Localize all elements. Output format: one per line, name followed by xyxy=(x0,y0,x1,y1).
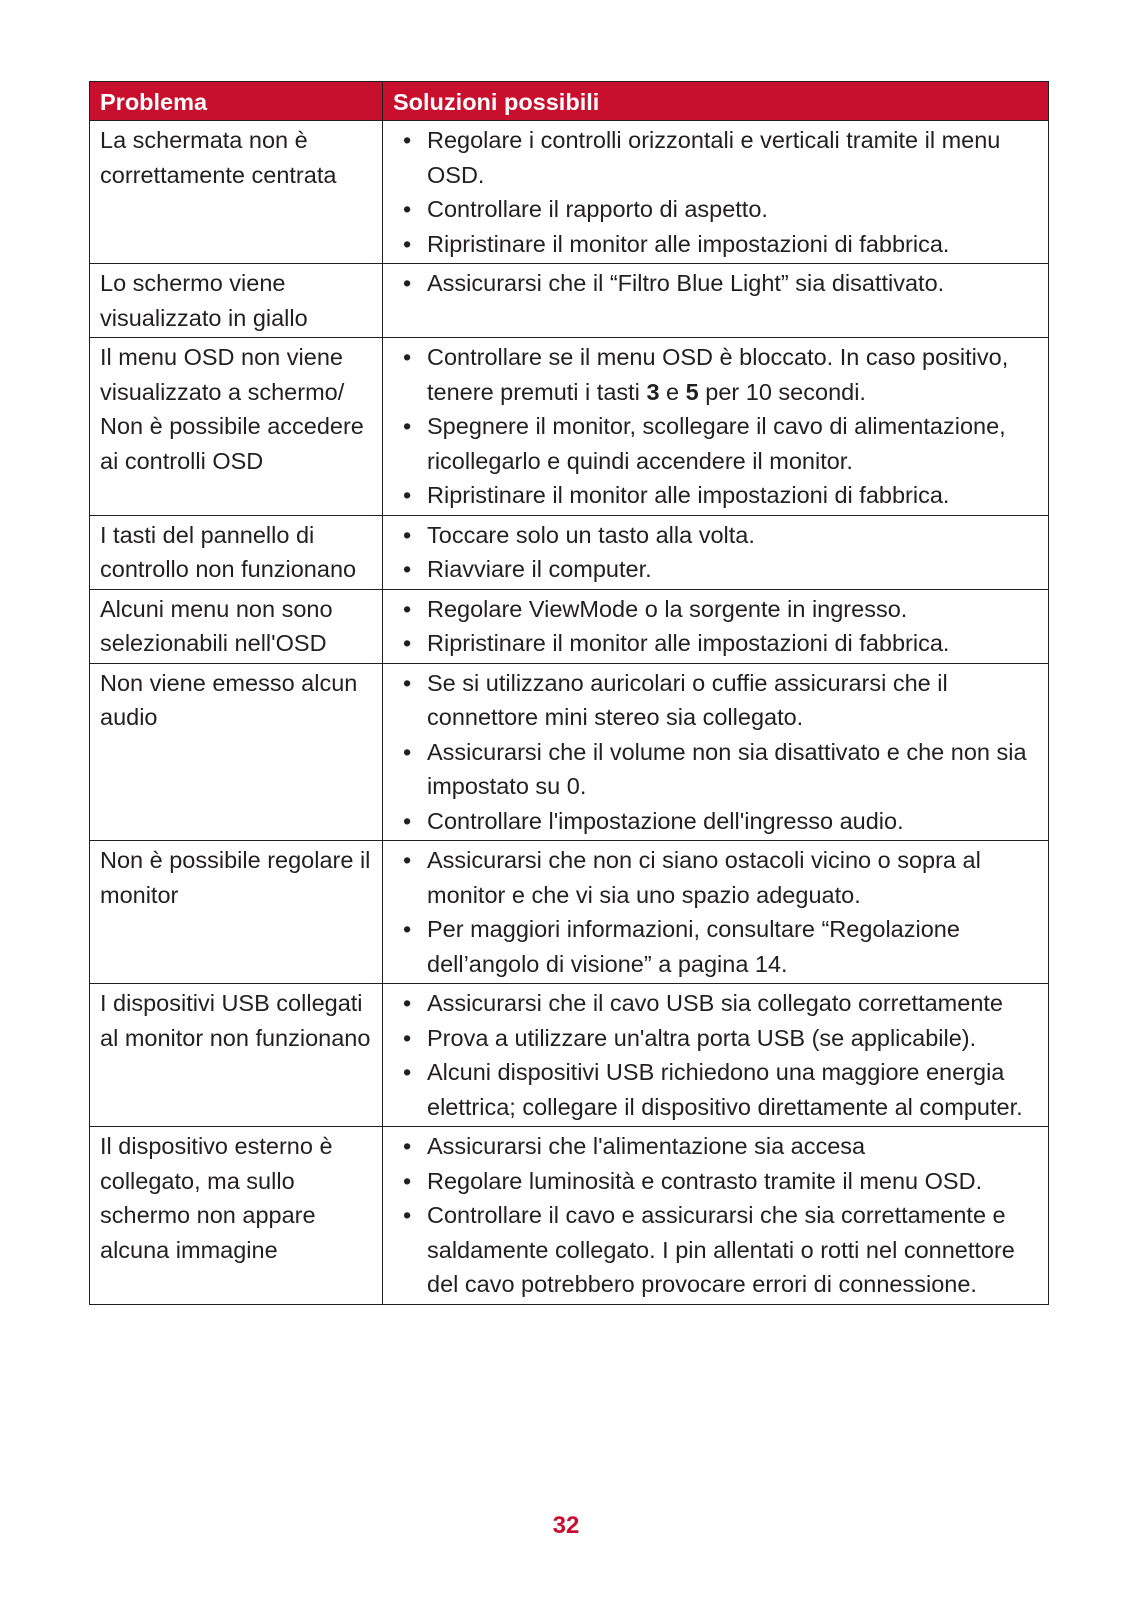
solutions-cell xyxy=(383,121,1049,264)
solution-item: • Se si utilizzano auricolari o cuffie assicurarsi che il connettore mini stereo sia collegato. xyxy=(403,666,1042,735)
table-row xyxy=(90,338,1049,516)
solution-list xyxy=(403,266,1042,301)
table-row xyxy=(90,984,1049,1127)
solution-item: • Toccare solo un tasto alla volta. xyxy=(403,518,1042,553)
solutions-cell xyxy=(383,663,1049,841)
table-row xyxy=(90,121,1049,264)
solutions-cell xyxy=(383,841,1049,984)
table-row xyxy=(90,515,1049,589)
table-row xyxy=(90,264,1049,338)
solutions-cell xyxy=(383,515,1049,589)
solution-item: • Assicurarsi che il “Filtro Blue Light” sia disattivato. xyxy=(403,266,1042,301)
solution-item: • Riavviare il computer. xyxy=(403,552,1042,587)
table-row xyxy=(90,589,1049,663)
solution-list xyxy=(403,986,1042,1124)
solution-item: • Ripristinare il monitor alle impostazioni di fabbrica. xyxy=(403,478,1042,513)
solution-item: • Regolare i controlli orizzontali e verticali tramite il menu OSD. xyxy=(403,123,1042,192)
problem-cell: Il menu OSD non viene visualizzato a schermo/ Non è possibile accedere ai controlli OSD xyxy=(90,338,383,516)
solution-list xyxy=(403,843,1042,981)
page-number: 32 xyxy=(552,1512,580,1539)
table-header xyxy=(90,82,1049,121)
solution-list xyxy=(403,123,1042,261)
header-solutions: Soluzioni possibili xyxy=(383,82,1049,121)
solution-item: • Ripristinare il monitor alle impostazioni di fabbrica. xyxy=(403,626,1042,661)
table-body xyxy=(90,121,1049,1305)
solution-item: • Prova a utilizzare un'altra porta USB (se applicabile). xyxy=(403,1021,1042,1056)
solution-item: • Controllare se il menu OSD è bloccato. In caso positivo, tenere premuti i tasti 3 e 5 per 10 secondi. xyxy=(403,340,1042,409)
problem-cell: La schermata non è correttamente centrata xyxy=(90,121,383,264)
troubleshooting-table xyxy=(89,81,1049,1305)
solution-item: • Assicurarsi che il volume non sia disattivato e che non sia impostato su 0. xyxy=(403,735,1042,804)
solutions-cell xyxy=(383,264,1049,338)
solutions-cell xyxy=(383,589,1049,663)
problem-cell: Alcuni menu non sono selezionabili nell'OSD xyxy=(90,589,383,663)
problem-cell: I dispositivi USB collegati al monitor non funzionano xyxy=(90,984,383,1127)
solution-item: • Controllare il rapporto di aspetto. xyxy=(403,192,1042,227)
solution-list xyxy=(403,340,1042,513)
solution-item: • Controllare l'impostazione dell'ingresso audio. xyxy=(403,804,1042,839)
header-problem: Problema xyxy=(90,82,383,121)
table-row xyxy=(90,1127,1049,1305)
solution-item: • Assicurarsi che il cavo USB sia collegato correttamente xyxy=(403,986,1042,1021)
problem-cell: Non è possibile regolare il monitor xyxy=(90,841,383,984)
solution-list xyxy=(403,666,1042,839)
solution-item: • Ripristinare il monitor alle impostazioni di fabbrica. xyxy=(403,227,1042,262)
solution-item: • Regolare ViewMode o la sorgente in ingresso. xyxy=(403,592,1042,627)
solution-item: • Assicurarsi che non ci siano ostacoli vicino o sopra al monitor e che vi sia uno spazio adeguato. xyxy=(403,843,1042,912)
solution-item: • Assicurarsi che l'alimentazione sia accesa xyxy=(403,1129,1042,1164)
solution-list xyxy=(403,592,1042,661)
solution-item: • Controllare il cavo e assicurarsi che sia correttamente e saldamente collegato. I pin allentati o rotti nel connettore del cavo potrebbero provocare errori di connessione. xyxy=(403,1198,1042,1302)
solution-list xyxy=(403,518,1042,587)
solution-list xyxy=(403,1129,1042,1302)
solutions-cell xyxy=(383,338,1049,516)
problem-cell: Non viene emesso alcun audio xyxy=(90,663,383,841)
solutions-cell xyxy=(383,1127,1049,1305)
solution-item: • Alcuni dispositivi USB richiedono una maggiore energia elettrica; collegare il dispositivo direttamente al computer. xyxy=(403,1055,1042,1124)
solution-item: • Per maggiori informazioni, consultare “Regolazione dell’angolo di visione” a pagina 14. xyxy=(403,912,1042,981)
problem-cell: Il dispositivo esterno è collegato, ma sullo schermo non appare alcuna immagine xyxy=(90,1127,383,1305)
problem-cell: I tasti del pannello di controllo non funzionano xyxy=(90,515,383,589)
problem-cell: Lo schermo viene visualizzato in giallo xyxy=(90,264,383,338)
table-row xyxy=(90,663,1049,841)
solution-item: • Regolare luminosità e contrasto tramite il menu OSD. xyxy=(403,1164,1042,1199)
solutions-cell xyxy=(383,984,1049,1127)
table-row xyxy=(90,841,1049,984)
solution-item: • Spegnere il monitor, scollegare il cavo di alimentazione, ricollegarlo e quindi accendere il monitor. xyxy=(403,409,1042,478)
